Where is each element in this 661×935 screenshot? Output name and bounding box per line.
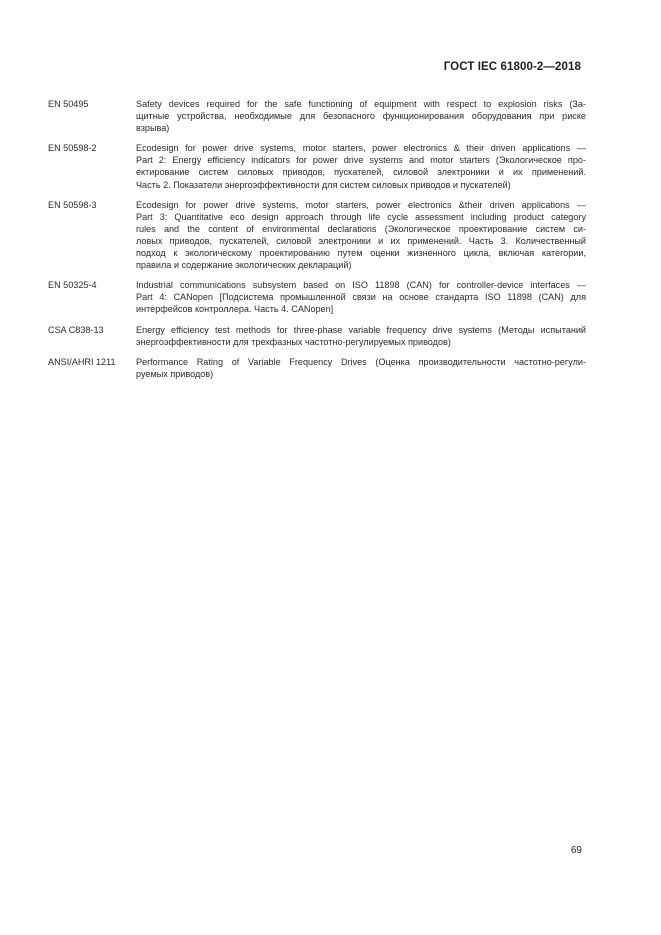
reference-entry [48, 142, 586, 190]
document-standard-title: ГОСТ IEC 61800-2—2018 [443, 61, 581, 73]
description-line: Ecodesign for power drive systems, motor starters, power electronics & their driven applications — [136, 143, 586, 154]
description-line: Energy efficiency test methods for three-phase variable frequency drive systems (Методы испытаний [136, 324, 586, 335]
description-line: Safety devices required for the safe functioning of equipment with respect to explosion risks (За- [136, 99, 586, 109]
reference-description [136, 324, 586, 348]
reference-description [136, 199, 586, 272]
description-line: rules and the content of environmental declarations (Экологическое проектирование систем си- [136, 223, 586, 234]
reference-entry [48, 356, 586, 380]
description-line: интерфейсов контроллера. Часть 4. CANopen] [136, 304, 334, 315]
reference-code: EN 50598-3 [48, 199, 97, 210]
description-line: Part 3: Quantitative eco design approach through life cycle assessment including product category [136, 211, 586, 222]
description-line: ектирование систем силовых приводов, пускателей, силовой электроники и их применений. [136, 167, 586, 178]
description-line: ловых приводов, пускателей, силовой электроники и их применений. Часть 3. Количественный [136, 235, 586, 246]
reference-description [136, 279, 586, 315]
reference-entry [48, 199, 586, 272]
reference-code: EN 50495 [48, 99, 89, 109]
description-line: Ecodesign for power drive systems, motor starters, power electronics &their driven applications — [136, 199, 586, 210]
reference-code: ANSI/AHRI 1211 [48, 356, 116, 367]
reference-description [136, 356, 586, 380]
normative-references-list [48, 98, 586, 388]
reference-code: CSA C838-13 [48, 324, 104, 335]
reference-code: EN 50598-2 [48, 143, 97, 154]
reference-entry [48, 98, 586, 134]
description-line: Part 2: Energy efficiency indicators for power drive systems and motor starters (Экологическое про- [136, 155, 586, 166]
description-line: Performance Rating of Variable Frequency Drives (Оценка производительности частотно-регули- [136, 356, 586, 367]
reference-entry [48, 279, 586, 315]
page-number: 69 [570, 845, 582, 856]
description-line: взрыва) [136, 123, 170, 134]
description-line: Часть 2. Показатели энергоэффективности для систем силовых приводов и пускателей) [136, 179, 511, 190]
description-line: щитные устройства, необходимые для безопасного функционирования оборудования при риске [136, 111, 586, 122]
description-line: Part 4: CANopen [Подсистема промышленной связи на основе стандарта ISO 11898 (CAN) для [136, 292, 586, 303]
description-line: энергоэффективности для трехфазных частотно-регулируемых приводов) [136, 336, 451, 347]
description-line: правила и содержание экологических деклараций) [136, 260, 352, 271]
reference-description [136, 98, 586, 134]
reference-description [136, 142, 586, 190]
reference-entry [48, 324, 586, 348]
reference-code: EN 50325-4 [48, 280, 97, 291]
description-line: подход к экологическому проектированию путем оценки жизненного цикла, включая категории, [136, 248, 586, 259]
description-line: руемых приводов) [136, 368, 214, 379]
description-line: Industrial communications subsystem based on ISO 11898 (CAN) for controller-device interfaces — [136, 280, 586, 291]
